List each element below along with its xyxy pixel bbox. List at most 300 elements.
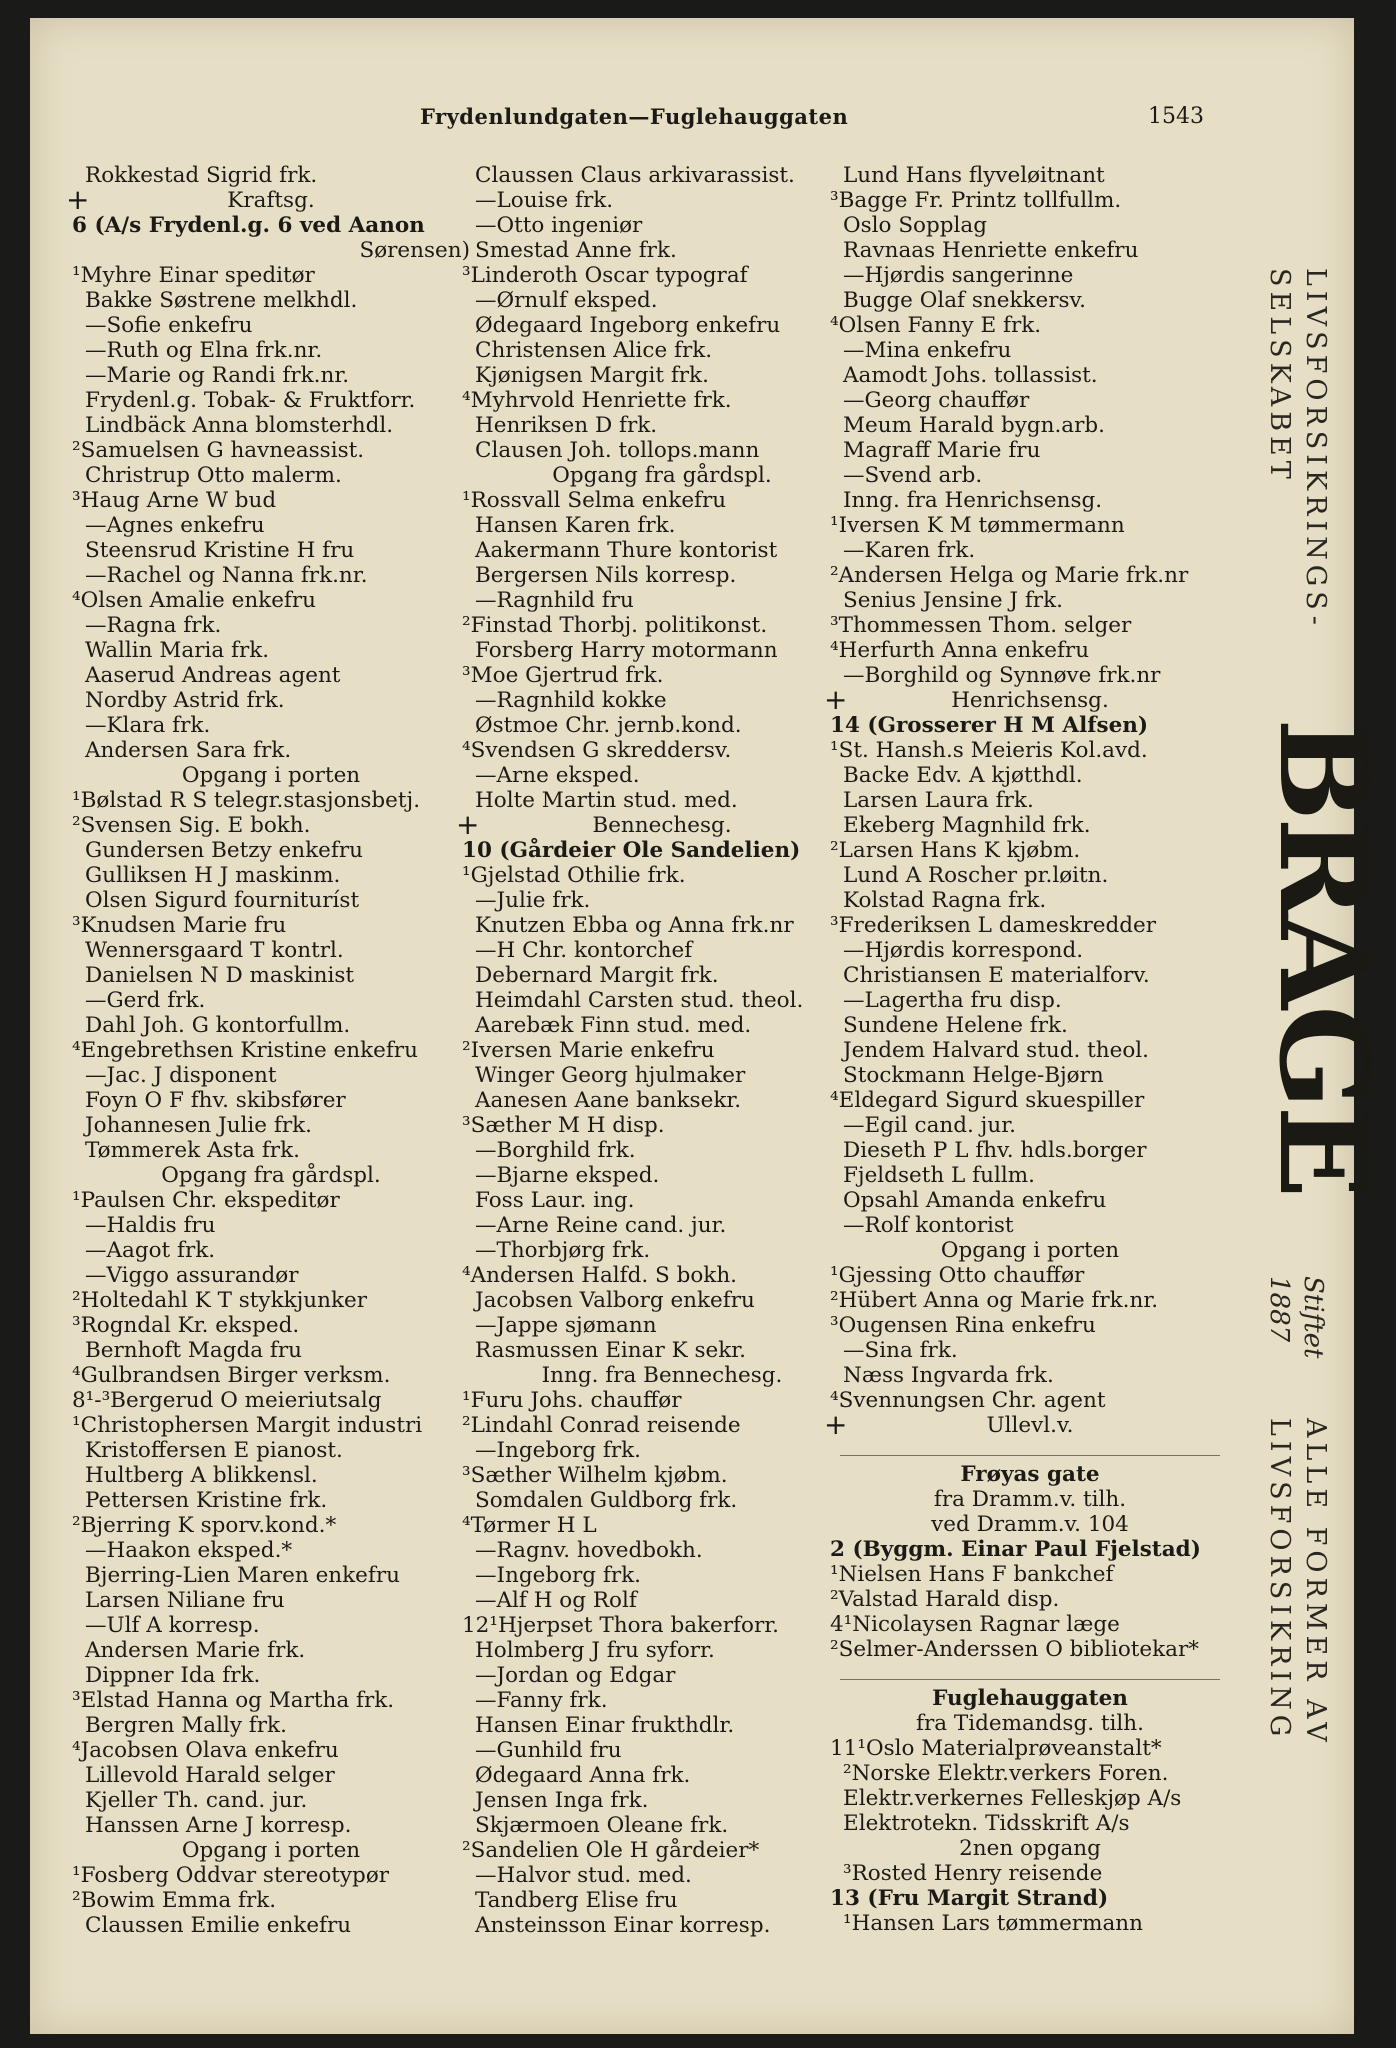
directory-entry [462, 1713, 862, 1738]
entry-text: —Otto ingeniør [475, 213, 643, 238]
directory-entry [830, 213, 1230, 238]
directory-entry [462, 888, 862, 913]
entry-text: Bennechesg. [592, 813, 732, 838]
directory-entry [462, 1463, 862, 1488]
entry-text: 8¹-³Bergerud O meieriutsalg [72, 1388, 382, 1413]
directory-entry [830, 463, 1230, 488]
entry-text: ²Lindahl Conrad reisende [462, 1413, 741, 1438]
directory-entry [72, 1063, 470, 1088]
directory-entry [462, 1038, 862, 1063]
directory-entry [462, 288, 862, 313]
directory-entry [462, 313, 862, 338]
directory-entry [72, 938, 470, 963]
entry-text: —Hjørdis sangerinne [843, 263, 1074, 288]
directory-entry [462, 1063, 862, 1088]
entry-text: Tømmerek Asta frk. [85, 1138, 300, 1163]
directory-entry [462, 1138, 862, 1163]
entry-text: —Aagot frk. [85, 1238, 216, 1263]
directory-entry [830, 1163, 1230, 1188]
entrance-heading [830, 1238, 1230, 1263]
directory-page [30, 18, 1396, 2034]
directory-entry [72, 1613, 470, 1638]
entry-text: —Haakon eksped.* [85, 1538, 293, 1563]
directory-entry [72, 1288, 470, 1313]
entry-text: Christiansen E materialforv. [843, 963, 1150, 988]
entry-text: Dieseth P L fhv. hdls.borger [843, 1138, 1147, 1163]
directory-entry [462, 1763, 862, 1788]
directory-entry [72, 638, 470, 663]
directory-entry [830, 1587, 1230, 1612]
ad-line-livsforsikring: LIVSFORSIKRING [1264, 1418, 1295, 1742]
directory-entry [830, 813, 1230, 838]
directory-entry [72, 963, 470, 988]
entry-text: ²Holtedahl K T stykkjunker [72, 1288, 368, 1313]
entry-text: Meum Harald bygn.arb. [843, 413, 1105, 438]
entry-text: ⁴Eldegard Sigurd skuespiller [830, 1088, 1145, 1113]
directory-entry [462, 863, 862, 888]
entry-text: —Thorbjørg frk. [475, 1238, 651, 1263]
directory-entry [462, 1588, 862, 1613]
entry-text: Larsen Niliane fru [85, 1588, 285, 1613]
entry-text: Somdalen Guldborg frk. [475, 1488, 738, 1513]
directory-entry [462, 963, 862, 988]
building-entry [830, 1886, 1230, 1911]
directory-entry [72, 1713, 470, 1738]
entry-text: Christrup Otto malerm. [85, 463, 342, 488]
entry-text: Heimdahl Carsten stud. theol. [475, 988, 804, 1013]
directory-entry [462, 1163, 862, 1188]
entry-text: Næss Ingvarda frk. [843, 1363, 1054, 1388]
entry-text: Aanesen Aane banksekr. [475, 1088, 742, 1113]
directory-entry [72, 1888, 470, 1913]
directory-entry [462, 1538, 862, 1563]
directory-entry [462, 1408, 862, 1441]
entry-text: 11¹Oslo Materialprøveanstalt* [830, 1736, 1162, 1761]
directory-entry [830, 863, 1230, 888]
entry-text: —Karen frk. [843, 538, 976, 563]
entry-text: ¹Gjessing Otto chauffør [830, 1263, 1085, 1288]
directory-entry [830, 1861, 1230, 1886]
directory-entry [462, 1563, 862, 1588]
directory-entry [830, 1063, 1230, 1088]
directory-entry [72, 288, 470, 313]
entry-text: —Gunhild fru [475, 1738, 622, 1763]
entry-text: ³Haug Arne W bud [72, 488, 277, 513]
directory-entry [830, 1288, 1230, 1313]
entry-text: Gundersen Betzy enkefru [85, 838, 363, 863]
directory-entry [72, 1388, 470, 1413]
entry-text: Jacobsen Valborg enkefru [475, 1288, 755, 1313]
entry-text: Foyn O F fhv. skibsfører [85, 1088, 346, 1113]
directory-entry [830, 888, 1230, 913]
entry-text: ¹Bølstad R S telegr.stasjonsbetj. [72, 788, 421, 813]
entry-text: Hultberg A blikkensl. [85, 1463, 318, 1488]
entry-text: —Rolf kontorist [843, 1213, 1014, 1238]
entry-text: ²Iversen Marie enkefru [462, 1038, 715, 1063]
entry-text: ⁴Olsen Amalie enkefru [72, 588, 317, 613]
entry-text: —Ulf A korresp. [85, 1613, 260, 1638]
directory-entry [462, 438, 862, 463]
entry-text: Nordby Astrid frk. [85, 688, 285, 713]
entry-text: 13 (Fru Margit Strand) [830, 1886, 1109, 1911]
directory-entry [462, 1688, 862, 1713]
entry-text: Bernhoft Magda fru [85, 1338, 302, 1363]
ad-line-selskabet: SELSKABET [1264, 268, 1295, 484]
entry-text: Østmoe Chr. jernb.kond. [475, 713, 742, 738]
entry-text: ¹Furu Johs. chauffør [462, 1388, 682, 1413]
directory-entry [462, 263, 862, 288]
entry-text: Aakermann Thure kontorist [475, 538, 778, 563]
directory-entry [72, 1013, 470, 1038]
entry-text: Aamodt Johs. tollassist. [843, 363, 1098, 388]
entry-text: ²Andersen Helga og Marie frk.nr [830, 563, 1189, 588]
directory-entry [830, 313, 1230, 338]
entrance-heading [830, 1836, 1230, 1861]
directory-entry [462, 738, 862, 763]
directory-entry [462, 663, 862, 688]
directory-entry [462, 1438, 862, 1463]
directory-entry [72, 1763, 470, 1788]
directory-entry [72, 863, 470, 888]
directory-entry [462, 1238, 862, 1263]
directory-entry [830, 388, 1230, 413]
directory-entry [830, 188, 1230, 213]
directory-entry [462, 1788, 862, 1813]
entry-text: Aarebæk Finn stud. med. [475, 1013, 752, 1038]
entry-text: ³Elstad Hanna og Martha frk. [72, 1688, 395, 1713]
entry-text: Andersen Marie frk. [85, 1638, 306, 1663]
entry-text: —Ingeborg frk. [475, 1438, 642, 1463]
entry-text: Inng. fra Henrichsensg. [843, 488, 1103, 513]
directory-entry [462, 1338, 862, 1363]
entry-text: Henrichsensg. [951, 688, 1109, 713]
directory-entry [830, 538, 1230, 563]
entry-text: Backe Edv. A kjøtthdl. [843, 763, 1083, 788]
entry-text: ¹Myhre Einar speditør [72, 263, 315, 288]
directory-entry [462, 788, 862, 813]
entry-text: —Haldis fru [85, 1213, 216, 1238]
entry-text: Ekeberg Magnhild frk. [843, 813, 1091, 838]
entry-text: Kraftsg. [227, 188, 315, 213]
directory-entry [830, 513, 1230, 538]
entry-text: ²Valstad Harald disp. [830, 1587, 1060, 1612]
brage-advertisement [1242, 258, 1396, 1818]
directory-entry [72, 988, 470, 1013]
directory-entry [462, 1813, 862, 1838]
directory-entry [72, 1563, 470, 1588]
directory-entry [72, 1363, 470, 1388]
directory-entry [462, 713, 862, 738]
directory-entry [72, 1113, 470, 1138]
directory-entry [462, 938, 862, 963]
directory-entry [72, 1788, 470, 1813]
directory-entry [72, 263, 470, 288]
entry-text: Elektr.verkernes Felleskjøp A/s [843, 1786, 1182, 1811]
entry-text: Holte Martin stud. med. [475, 788, 738, 813]
entry-text: Smestad Anne frk. [475, 238, 677, 263]
entry-text: ⁴Tørmer H L [462, 1513, 597, 1538]
directory-entry [830, 938, 1230, 963]
entry-text: ³Sæther Wilhelm kjøbm. [462, 1463, 728, 1488]
entry-text: —Georg chauffør [843, 388, 1030, 413]
entry-text: Hansen Einar frukthdlr. [475, 1713, 735, 1738]
directory-entry [72, 1538, 470, 1563]
entry-text: ⁴Andersen Halfd. S bokh. [462, 1263, 738, 1288]
entry-text: Frøyas gate [960, 1462, 1100, 1487]
directory-entry [830, 613, 1230, 638]
directory-entry [72, 538, 470, 563]
building-entry [830, 713, 1230, 738]
entry-text: ⁴Myhrvold Henriette frk. [462, 388, 732, 413]
entrance-heading [72, 1838, 470, 1863]
directory-entry [830, 288, 1230, 313]
entry-text: Sørensen) [359, 238, 470, 263]
entry-text: Gulliksen H J maskinm. [85, 863, 341, 888]
entry-text: —Ragna frk. [85, 613, 222, 638]
directory-entry [830, 263, 1230, 288]
entry-text: —Ragnhild fru [475, 588, 634, 613]
directory-entry [72, 1813, 470, 1838]
entrance-heading [72, 763, 470, 788]
entry-text: —Jac. J disponent [85, 1063, 277, 1088]
directory-entry [830, 1811, 1230, 1836]
entry-text: Knutzen Ebba og Anna frk.nr [475, 913, 794, 938]
entry-text: Opgang i porten [940, 1238, 1120, 1263]
entry-text: —Sina frk. [843, 1338, 958, 1363]
directory-entry [462, 513, 862, 538]
entry-text: Opgang fra gårdspl. [552, 463, 772, 488]
directory-entry [72, 163, 470, 188]
entry-text: —Marie og Randi frk.nr. [85, 363, 350, 388]
entry-text: ³Sæther M H disp. [462, 1113, 665, 1138]
entry-text: —Agnes enkefru [85, 513, 265, 538]
entry-text: ¹Hansen Lars tømmermann [843, 1911, 1143, 1936]
entry-text: Fjeldseth L fullm. [843, 1163, 1035, 1188]
directory-entry [72, 1663, 470, 1688]
entry-text: Fuglehauggaten [932, 1686, 1128, 1711]
entrance-heading [462, 463, 862, 488]
entry-text: ¹Rossvall Selma enkefru [462, 488, 727, 513]
entry-text: Magraff Marie fru [843, 438, 1041, 463]
directory-entry [830, 1612, 1230, 1637]
entry-text: Forsberg Harry motormann [475, 638, 778, 663]
entrance-heading [72, 1163, 470, 1188]
entry-text: ²Svensen Sig. E bokh. [72, 813, 311, 838]
directory-entry [72, 1038, 470, 1063]
entry-text: Ødegaard Ingeborg enkefru [475, 313, 781, 338]
directory-entry [462, 588, 862, 613]
directory-entry [462, 1313, 862, 1338]
entry-text: Jensen Inga frk. [475, 1788, 649, 1813]
entry-text: Claussen Claus arkivarassist. [475, 163, 795, 188]
entry-text: Johannesen Julie frk. [85, 1113, 312, 1138]
directory-entry [830, 738, 1230, 763]
entry-text: ¹St. Hansh.s Meieris Kol.avd. [830, 738, 1148, 763]
entry-text: Larsen Laura frk. [843, 788, 1034, 813]
directory-entry [830, 1038, 1230, 1063]
directory-entry [830, 588, 1230, 613]
directory-entry [462, 1513, 862, 1538]
entry-text: 2nen opgang [959, 1836, 1101, 1861]
entry-text: ¹Fosberg Oddvar stereotypør [72, 1863, 390, 1888]
entry-text: Bakke Søstrene melkhdl. [85, 288, 358, 313]
entry-text: Steensrud Kristine H fru [85, 538, 355, 563]
entry-text: 6 (A/s Frydenl.g. 6 ved Aanon [72, 213, 425, 238]
entry-text: Clausen Joh. tollops.mann [475, 438, 760, 463]
cross-street-marker [456, 808, 862, 841]
directory-entry [462, 1838, 862, 1863]
directory-entry [830, 488, 1230, 513]
directory-entry [72, 1438, 470, 1463]
directory-entry [830, 238, 1230, 263]
entry-text: Rasmussen Einar K sekr. [475, 1338, 747, 1363]
directory-entry [462, 1188, 862, 1213]
entry-text: ²Hübert Anna og Marie frk.nr. [830, 1288, 1159, 1313]
directory-entry [72, 438, 470, 463]
entry-text: Sundene Helene frk. [843, 1013, 1068, 1038]
directory-entry [72, 1138, 470, 1163]
directory-entry [72, 613, 470, 638]
entry-text: —Ruth og Elna frk.nr. [85, 338, 323, 363]
street-heading [830, 1462, 1230, 1487]
directory-entry [830, 563, 1230, 588]
directory-entry [72, 1513, 470, 1538]
directory-entry [830, 1363, 1230, 1388]
directory-entry [72, 1688, 470, 1713]
directory-entry [72, 663, 470, 688]
building-entry [830, 1537, 1230, 1562]
directory-entry [830, 663, 1230, 688]
entry-text: —Bjarne eksped. [475, 1163, 660, 1188]
entry-text: ²Finstad Thorbj. politikonst. [462, 613, 768, 638]
entry-text: Holmberg J fru syforr. [475, 1638, 715, 1663]
directory-entry [72, 1313, 470, 1338]
entry-text: Danielsen N D maskinist [85, 963, 355, 988]
entry-text: ¹Christophersen Margit industri [72, 1413, 423, 1438]
directory-entry [830, 788, 1230, 813]
directory-entry [462, 1263, 862, 1288]
entry-text: ³Frederiksen L dameskredder [830, 913, 1157, 938]
entry-text: Hansen Karen frk. [475, 513, 676, 538]
entry-text: ⁴Jacobsen Olava enkefru [72, 1738, 339, 1763]
entry-text: Stockmann Helge-Bjørn [843, 1063, 1104, 1088]
entry-text: Kristoffersen E pianost. [85, 1438, 343, 1463]
directory-entry [462, 988, 862, 1013]
entry-text: Bjerring-Lien Maren enkefru [85, 1563, 400, 1588]
directory-entry [72, 388, 470, 413]
directory-entry [72, 888, 470, 913]
section-divider [840, 1679, 1220, 1680]
cross-street-icon: + [824, 683, 848, 716]
directory-entry [72, 463, 470, 488]
directory-entry [462, 683, 862, 716]
directory-entry [830, 1338, 1230, 1363]
entry-text: ³Bagge Fr. Printz tollfullm. [830, 188, 1122, 213]
directory-entry [72, 1638, 470, 1663]
entry-text: ²Norske Elektr.verkers Foren. [843, 1761, 1169, 1786]
directory-entry [462, 763, 862, 788]
section-spacer [830, 1662, 1230, 1674]
entry-text: 12¹Hjerpset Thora bakerforr. [462, 1613, 779, 1638]
directory-entry [72, 738, 470, 763]
directory-entry [830, 363, 1230, 388]
entry-text: Jendem Halvard stud. theol. [843, 1038, 1149, 1063]
entry-text: ²Bjerring K sporv.kond.* [72, 1513, 337, 1538]
directory-entry [72, 1088, 470, 1113]
directory-entry [72, 1913, 470, 1938]
directory-entry [72, 1738, 470, 1763]
directory-entry [72, 1413, 470, 1438]
entry-text: Ravnaas Henriette enkefru [843, 238, 1139, 263]
entry-text: ³Knudsen Marie fru [72, 913, 287, 938]
entry-text: —Viggo assurandør [85, 1263, 299, 1288]
page-header [30, 104, 1354, 138]
entry-text: —Ingeborg frk. [475, 1563, 642, 1588]
entry-text: —Mina enkefru [843, 338, 1012, 363]
entry-text: ²Selmer-Anderssen O bibliotekar* [830, 1637, 1200, 1662]
directory-column-3 [824, 163, 1230, 1936]
directory-entry [830, 638, 1230, 663]
entry-text: —Klara frk. [85, 713, 211, 738]
directory-entry [462, 1663, 862, 1688]
directory-entry [462, 1488, 862, 1513]
entry-text: Skjærmoen Oleane frk. [475, 1813, 729, 1838]
directory-entry [462, 1388, 862, 1413]
entry-text: —Arne eksped. [475, 763, 640, 788]
entry-text: 2 (Byggm. Einar Paul Fjelstad) [830, 1537, 1201, 1562]
directory-entry [462, 1888, 862, 1913]
entry-text: —Julie frk. [475, 888, 591, 913]
entry-text: —Ørnulf eksped. [475, 288, 658, 313]
entry-text: Bergren Mally frk. [85, 1713, 287, 1738]
directory-entry [830, 1736, 1230, 1761]
entry-text: Lund Hans flyveløitnant [843, 163, 1105, 188]
directory-entry [72, 338, 470, 363]
directory-entry [830, 913, 1230, 938]
directory-entry [72, 1588, 470, 1613]
entry-text: 4¹Nicolaysen Ragnar læge [830, 1612, 1120, 1637]
directory-entry [830, 1263, 1230, 1288]
directory-entry [830, 1138, 1230, 1163]
entry-text: ³Moe Gjertrud frk. [462, 663, 664, 688]
entry-text: Opgang i porten [181, 1838, 361, 1863]
entry-text: Elektrotekn. Tidsskrift A/s [843, 1811, 1130, 1836]
directory-entry [72, 313, 470, 338]
entry-text: ³Ougensen Rina enkefru [830, 1313, 1096, 1338]
directory-entry [462, 388, 862, 413]
entrance-heading [830, 1512, 1230, 1537]
entrance-heading [462, 1363, 862, 1388]
directory-entry [462, 238, 862, 263]
cross-street-marker [66, 183, 470, 216]
directory-column-1 [66, 163, 470, 1938]
directory-entry [830, 1313, 1230, 1338]
directory-entry [830, 1113, 1230, 1138]
entry-text: ³Thommessen Thom. selger [830, 613, 1132, 638]
entry-text: —Ragnhild kokke [475, 688, 667, 713]
entry-text: Olsen Sigurd fournituríst [85, 888, 360, 913]
entry-text: Kjønigsen Margit frk. [475, 363, 709, 388]
directory-entry [72, 1188, 470, 1213]
directory-entry [462, 338, 862, 363]
entry-text: —Gerd frk. [85, 988, 206, 1013]
directory-entry [462, 363, 862, 388]
directory-entry [830, 1562, 1230, 1587]
building-entry [72, 213, 470, 238]
directory-entry [72, 1338, 470, 1363]
entry-text: Frydenl.g. Tobak- & Fruktforr. [85, 388, 416, 413]
entry-text: —Hjørdis korrespond. [843, 938, 1084, 963]
